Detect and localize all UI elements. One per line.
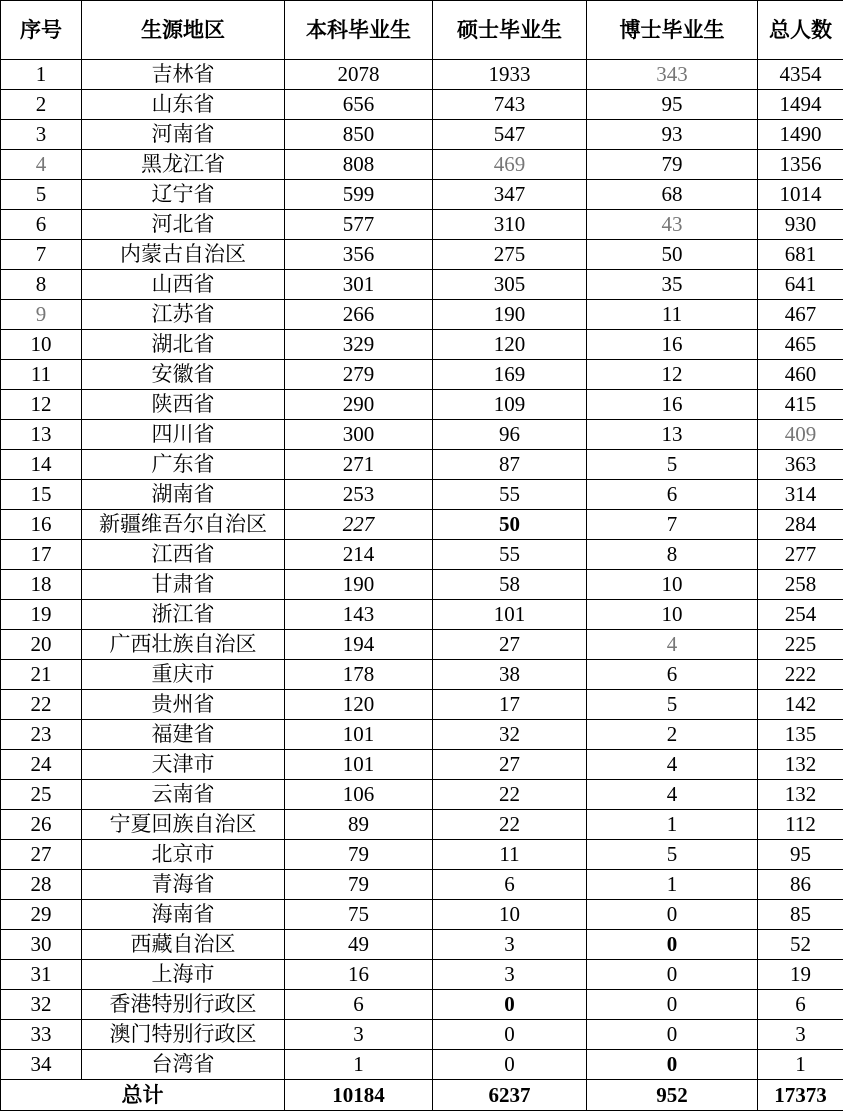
cell-total: 1494 xyxy=(758,90,843,120)
cell-region: 辽宁省 xyxy=(82,180,285,210)
total-row xyxy=(1,1080,843,1111)
cell-index: 7 xyxy=(1,240,82,270)
cell-total: 135 xyxy=(758,720,843,750)
cell-region: 山西省 xyxy=(82,270,285,300)
cell-master: 310 xyxy=(433,210,587,240)
cell-master: 347 xyxy=(433,180,587,210)
cell-master: 190 xyxy=(433,300,587,330)
table-row xyxy=(1,1050,843,1080)
cell-index: 19 xyxy=(1,600,82,630)
cell-total: 222 xyxy=(758,660,843,690)
cell-master: 469 xyxy=(433,150,587,180)
cell-bachelor: 194 xyxy=(285,630,433,660)
cell-bachelor: 2078 xyxy=(285,60,433,90)
cell-total: 1356 xyxy=(758,150,843,180)
table-row xyxy=(1,510,843,540)
table-row xyxy=(1,450,843,480)
cell-bachelor: 214 xyxy=(285,540,433,570)
cell-bachelor: 6 xyxy=(285,990,433,1020)
cell-master: 3 xyxy=(433,930,587,960)
header-doctor: 博士毕业生 xyxy=(587,1,758,60)
cell-doctor: 4 xyxy=(587,780,758,810)
cell-bachelor: 190 xyxy=(285,570,433,600)
cell-doctor: 16 xyxy=(587,390,758,420)
cell-master: 101 xyxy=(433,600,587,630)
cell-total: 465 xyxy=(758,330,843,360)
cell-region: 吉林省 xyxy=(82,60,285,90)
cell-total: 258 xyxy=(758,570,843,600)
cell-master: 55 xyxy=(433,540,587,570)
cell-region: 陕西省 xyxy=(82,390,285,420)
cell-master: 6 xyxy=(433,870,587,900)
table-row xyxy=(1,150,843,180)
cell-bachelor: 808 xyxy=(285,150,433,180)
cell-master: 22 xyxy=(433,810,587,840)
total-label: 总计 xyxy=(1,1080,285,1111)
cell-doctor: 0 xyxy=(587,960,758,990)
cell-master: 743 xyxy=(433,90,587,120)
cell-total: 132 xyxy=(758,750,843,780)
cell-index: 12 xyxy=(1,390,82,420)
total-master: 6237 xyxy=(433,1080,587,1111)
cell-region: 台湾省 xyxy=(82,1050,285,1080)
cell-master: 96 xyxy=(433,420,587,450)
cell-bachelor: 290 xyxy=(285,390,433,420)
cell-doctor: 12 xyxy=(587,360,758,390)
total-all: 17373 xyxy=(758,1080,843,1111)
cell-master: 305 xyxy=(433,270,587,300)
cell-master: 10 xyxy=(433,900,587,930)
cell-region: 天津市 xyxy=(82,750,285,780)
cell-index: 6 xyxy=(1,210,82,240)
cell-index: 29 xyxy=(1,900,82,930)
cell-master: 109 xyxy=(433,390,587,420)
cell-total: 1 xyxy=(758,1050,843,1080)
cell-master: 0 xyxy=(433,1020,587,1050)
cell-bachelor: 271 xyxy=(285,450,433,480)
header-index: 序号 xyxy=(1,1,82,60)
cell-total: 3 xyxy=(758,1020,843,1050)
table-row xyxy=(1,240,843,270)
table-row xyxy=(1,330,843,360)
cell-total: 95 xyxy=(758,840,843,870)
cell-master: 38 xyxy=(433,660,587,690)
cell-index: 2 xyxy=(1,90,82,120)
cell-index: 13 xyxy=(1,420,82,450)
cell-index: 4 xyxy=(1,150,82,180)
cell-region: 海南省 xyxy=(82,900,285,930)
cell-bachelor: 300 xyxy=(285,420,433,450)
cell-region: 河北省 xyxy=(82,210,285,240)
cell-index: 34 xyxy=(1,1050,82,1080)
table-row xyxy=(1,660,843,690)
cell-region: 青海省 xyxy=(82,870,285,900)
cell-doctor: 1 xyxy=(587,810,758,840)
cell-region: 安徽省 xyxy=(82,360,285,390)
cell-total: 142 xyxy=(758,690,843,720)
header-row xyxy=(1,1,843,60)
cell-master: 55 xyxy=(433,480,587,510)
cell-total: 6 xyxy=(758,990,843,1020)
cell-region: 重庆市 xyxy=(82,660,285,690)
cell-doctor: 8 xyxy=(587,540,758,570)
cell-master: 87 xyxy=(433,450,587,480)
table-row xyxy=(1,780,843,810)
cell-total: 277 xyxy=(758,540,843,570)
cell-index: 27 xyxy=(1,840,82,870)
cell-total: 415 xyxy=(758,390,843,420)
cell-region: 西藏自治区 xyxy=(82,930,285,960)
cell-bachelor: 16 xyxy=(285,960,433,990)
table-row xyxy=(1,390,843,420)
cell-bachelor: 279 xyxy=(285,360,433,390)
cell-bachelor: 49 xyxy=(285,930,433,960)
cell-doctor: 79 xyxy=(587,150,758,180)
cell-master: 3 xyxy=(433,960,587,990)
cell-region: 宁夏回族自治区 xyxy=(82,810,285,840)
cell-total: 85 xyxy=(758,900,843,930)
cell-region: 四川省 xyxy=(82,420,285,450)
cell-doctor: 2 xyxy=(587,720,758,750)
cell-master: 27 xyxy=(433,750,587,780)
cell-index: 20 xyxy=(1,630,82,660)
cell-bachelor: 599 xyxy=(285,180,433,210)
cell-total: 112 xyxy=(758,810,843,840)
cell-index: 17 xyxy=(1,540,82,570)
cell-bachelor: 3 xyxy=(285,1020,433,1050)
cell-doctor: 16 xyxy=(587,330,758,360)
cell-doctor: 5 xyxy=(587,840,758,870)
cell-total: 1490 xyxy=(758,120,843,150)
cell-doctor: 0 xyxy=(587,1020,758,1050)
cell-doctor: 68 xyxy=(587,180,758,210)
cell-bachelor: 850 xyxy=(285,120,433,150)
cell-doctor: 35 xyxy=(587,270,758,300)
cell-doctor: 0 xyxy=(587,1050,758,1080)
cell-doctor: 5 xyxy=(587,450,758,480)
cell-doctor: 4 xyxy=(587,750,758,780)
cell-master: 275 xyxy=(433,240,587,270)
cell-total: 409 xyxy=(758,420,843,450)
cell-total: 363 xyxy=(758,450,843,480)
cell-region: 福建省 xyxy=(82,720,285,750)
cell-region: 广西壮族自治区 xyxy=(82,630,285,660)
cell-index: 24 xyxy=(1,750,82,780)
cell-doctor: 0 xyxy=(587,990,758,1020)
table-row xyxy=(1,120,843,150)
table-row xyxy=(1,540,843,570)
table-row xyxy=(1,900,843,930)
cell-bachelor: 266 xyxy=(285,300,433,330)
cell-total: 86 xyxy=(758,870,843,900)
table-body xyxy=(1,60,843,1080)
cell-doctor: 10 xyxy=(587,570,758,600)
cell-doctor: 13 xyxy=(587,420,758,450)
cell-region: 江苏省 xyxy=(82,300,285,330)
cell-total: 4354 xyxy=(758,60,843,90)
total-bachelor: 10184 xyxy=(285,1080,433,1111)
cell-index: 8 xyxy=(1,270,82,300)
cell-region: 贵州省 xyxy=(82,690,285,720)
cell-index: 31 xyxy=(1,960,82,990)
cell-master: 0 xyxy=(433,1050,587,1080)
cell-bachelor: 79 xyxy=(285,840,433,870)
header-master: 硕士毕业生 xyxy=(433,1,587,60)
table-row xyxy=(1,480,843,510)
cell-total: 1014 xyxy=(758,180,843,210)
table-row xyxy=(1,570,843,600)
cell-index: 15 xyxy=(1,480,82,510)
table-row xyxy=(1,270,843,300)
cell-total: 132 xyxy=(758,780,843,810)
table-row xyxy=(1,870,843,900)
cell-doctor: 6 xyxy=(587,660,758,690)
table-row xyxy=(1,810,843,840)
cell-master: 22 xyxy=(433,780,587,810)
table-row xyxy=(1,690,843,720)
cell-region: 江西省 xyxy=(82,540,285,570)
cell-bachelor: 1 xyxy=(285,1050,433,1080)
cell-index: 11 xyxy=(1,360,82,390)
cell-region: 香港特别行政区 xyxy=(82,990,285,1020)
cell-bachelor: 656 xyxy=(285,90,433,120)
cell-doctor: 4 xyxy=(587,630,758,660)
cell-bachelor: 178 xyxy=(285,660,433,690)
cell-bachelor: 75 xyxy=(285,900,433,930)
cell-doctor: 1 xyxy=(587,870,758,900)
cell-region: 湖南省 xyxy=(82,480,285,510)
cell-index: 23 xyxy=(1,720,82,750)
cell-region: 黑龙江省 xyxy=(82,150,285,180)
cell-doctor: 50 xyxy=(587,240,758,270)
cell-master: 1933 xyxy=(433,60,587,90)
table-row xyxy=(1,1020,843,1050)
cell-bachelor: 79 xyxy=(285,870,433,900)
table-row xyxy=(1,60,843,90)
cell-region: 河南省 xyxy=(82,120,285,150)
table-row xyxy=(1,750,843,780)
cell-total: 284 xyxy=(758,510,843,540)
cell-doctor: 10 xyxy=(587,600,758,630)
cell-bachelor: 577 xyxy=(285,210,433,240)
cell-region: 北京市 xyxy=(82,840,285,870)
cell-bachelor: 356 xyxy=(285,240,433,270)
cell-region: 新疆维吾尔自治区 xyxy=(82,510,285,540)
cell-doctor: 0 xyxy=(587,900,758,930)
cell-master: 50 xyxy=(433,510,587,540)
cell-index: 14 xyxy=(1,450,82,480)
cell-index: 25 xyxy=(1,780,82,810)
cell-doctor: 43 xyxy=(587,210,758,240)
header-total: 总人数 xyxy=(758,1,843,60)
table-row xyxy=(1,420,843,450)
cell-bachelor: 253 xyxy=(285,480,433,510)
cell-index: 18 xyxy=(1,570,82,600)
cell-total: 467 xyxy=(758,300,843,330)
cell-master: 11 xyxy=(433,840,587,870)
cell-master: 169 xyxy=(433,360,587,390)
cell-doctor: 95 xyxy=(587,90,758,120)
cell-total: 314 xyxy=(758,480,843,510)
cell-index: 21 xyxy=(1,660,82,690)
cell-doctor: 93 xyxy=(587,120,758,150)
cell-bachelor: 101 xyxy=(285,750,433,780)
cell-index: 16 xyxy=(1,510,82,540)
cell-region: 山东省 xyxy=(82,90,285,120)
cell-bachelor: 301 xyxy=(285,270,433,300)
cell-index: 28 xyxy=(1,870,82,900)
total-doctor: 952 xyxy=(587,1080,758,1111)
cell-bachelor: 101 xyxy=(285,720,433,750)
cell-doctor: 343 xyxy=(587,60,758,90)
cell-bachelor: 120 xyxy=(285,690,433,720)
cell-region: 澳门特别行政区 xyxy=(82,1020,285,1050)
cell-index: 1 xyxy=(1,60,82,90)
header-bachelor: 本科毕业生 xyxy=(285,1,433,60)
table-row xyxy=(1,990,843,1020)
table-row xyxy=(1,600,843,630)
cell-doctor: 11 xyxy=(587,300,758,330)
cell-total: 19 xyxy=(758,960,843,990)
cell-master: 17 xyxy=(433,690,587,720)
cell-doctor: 6 xyxy=(587,480,758,510)
cell-total: 225 xyxy=(758,630,843,660)
cell-doctor: 0 xyxy=(587,930,758,960)
table-row xyxy=(1,840,843,870)
cell-bachelor: 106 xyxy=(285,780,433,810)
cell-doctor: 7 xyxy=(587,510,758,540)
table-row xyxy=(1,930,843,960)
cell-bachelor: 227 xyxy=(285,510,433,540)
table-row xyxy=(1,210,843,240)
header-region: 生源地区 xyxy=(82,1,285,60)
table-row xyxy=(1,720,843,750)
cell-index: 9 xyxy=(1,300,82,330)
cell-master: 58 xyxy=(433,570,587,600)
cell-index: 5 xyxy=(1,180,82,210)
cell-bachelor: 89 xyxy=(285,810,433,840)
table-row xyxy=(1,90,843,120)
cell-total: 254 xyxy=(758,600,843,630)
cell-index: 26 xyxy=(1,810,82,840)
cell-total: 681 xyxy=(758,240,843,270)
cell-bachelor: 143 xyxy=(285,600,433,630)
cell-index: 10 xyxy=(1,330,82,360)
cell-total: 52 xyxy=(758,930,843,960)
table-row xyxy=(1,960,843,990)
cell-region: 上海市 xyxy=(82,960,285,990)
table-row xyxy=(1,180,843,210)
table-row xyxy=(1,630,843,660)
cell-index: 32 xyxy=(1,990,82,1020)
cell-total: 930 xyxy=(758,210,843,240)
cell-index: 3 xyxy=(1,120,82,150)
cell-master: 120 xyxy=(433,330,587,360)
cell-region: 浙江省 xyxy=(82,600,285,630)
cell-region: 甘肃省 xyxy=(82,570,285,600)
cell-region: 云南省 xyxy=(82,780,285,810)
cell-bachelor: 329 xyxy=(285,330,433,360)
cell-region: 广东省 xyxy=(82,450,285,480)
cell-index: 30 xyxy=(1,930,82,960)
cell-doctor: 5 xyxy=(587,690,758,720)
cell-total: 641 xyxy=(758,270,843,300)
cell-master: 547 xyxy=(433,120,587,150)
cell-master: 0 xyxy=(433,990,587,1020)
cell-region: 内蒙古自治区 xyxy=(82,240,285,270)
cell-region: 湖北省 xyxy=(82,330,285,360)
cell-master: 32 xyxy=(433,720,587,750)
table-row xyxy=(1,360,843,390)
cell-index: 33 xyxy=(1,1020,82,1050)
table-row xyxy=(1,300,843,330)
cell-master: 27 xyxy=(433,630,587,660)
cell-index: 22 xyxy=(1,690,82,720)
cell-total: 460 xyxy=(758,360,843,390)
